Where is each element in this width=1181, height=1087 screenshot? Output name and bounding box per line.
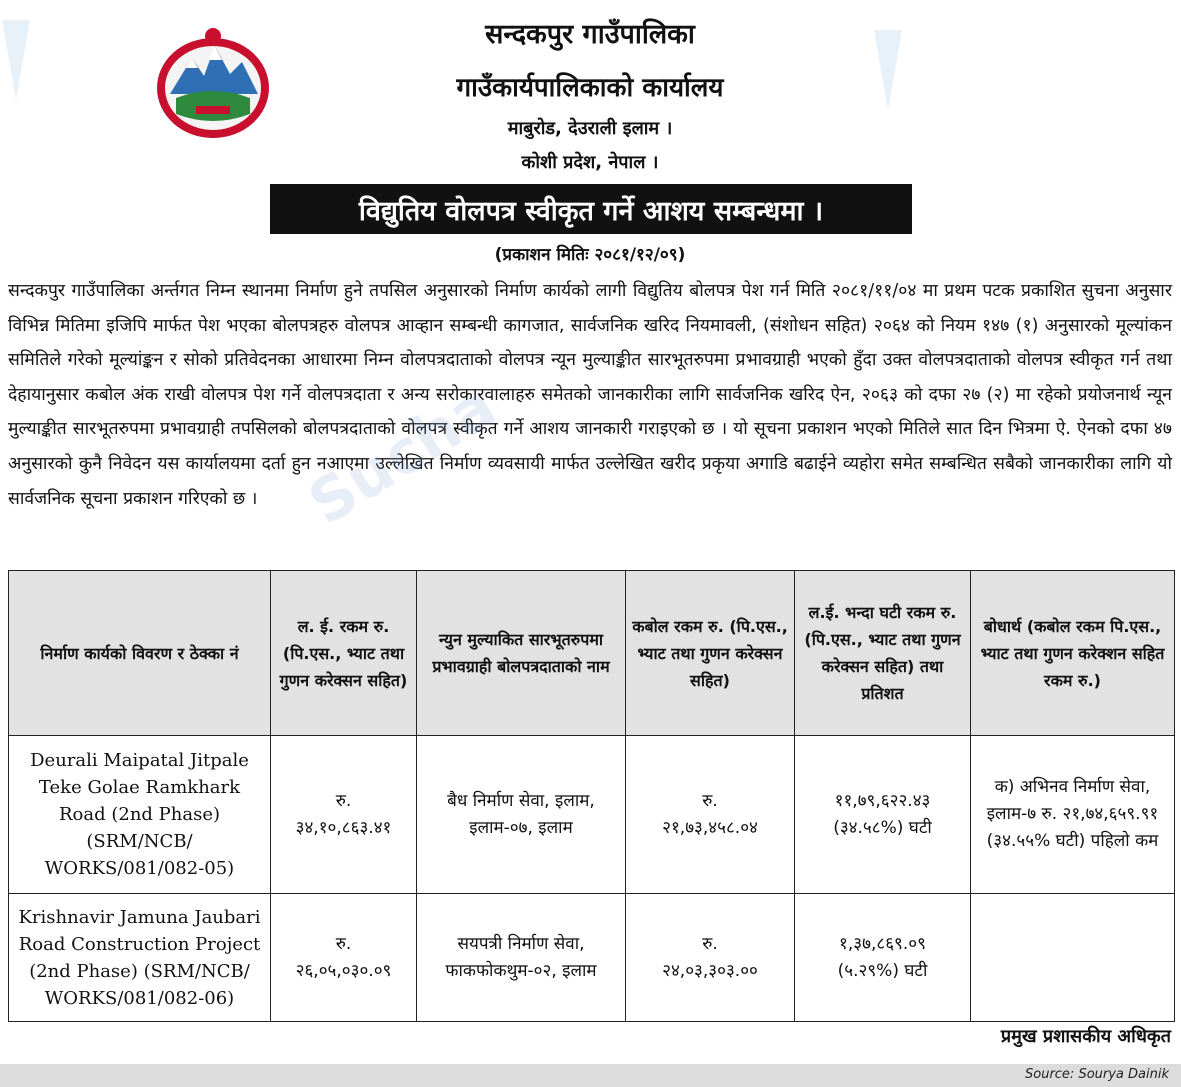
table-row (9, 894, 1175, 1022)
header-bid-amount: कबोल रकम रु. (पि.एस., भ्याट तथा गुणन करेक्सन सहित) (626, 571, 795, 736)
table-header-row (9, 571, 1175, 736)
cell-work: Krishnavir Jamuna Jaubari Road Construction Project (2nd Phase) (SRM/NCB/ WORKS/081/082-06) (9, 894, 271, 1022)
signature-title: प्रमुख प्रशासकीय अधिकृत (1000, 1026, 1171, 1047)
watermark-arrow-icon (2, 20, 30, 100)
cell-less (795, 736, 971, 894)
bid-value: २१,७३,४५८.०४ (662, 817, 758, 838)
address-line-2: कोशी प्रदेश, नेपाल । (521, 152, 659, 173)
office-name: गाउँकार्यपालिकाको कार्यालय (456, 73, 724, 103)
address-line-1: माबुरोड, देउराली इलाम । (507, 118, 673, 139)
table-row (9, 736, 1175, 894)
cell-bidder: सयपत्री निर्माण सेवा, फाकफोकथुम-०२, इलाम (417, 894, 626, 1022)
less-amount: १,३७,८६९.०९ (839, 933, 926, 954)
notice-body: सन्दकपुर गाउँपालिका अर्न्तगत निम्न स्थानमा निर्माण हुने तपसिल अनुसारको निर्माण कार्यको लागी विद्युतिय बोलपत्र पेश गर्न मिति २०८१/११/०४ मा प्रथम पटक प्रकाशित सुचना अनुसार विभिन्न मितिमा इजिपि मार्फत पेश भएका बोलपत्रहरु वोलपत्र आव्हान सम्बन्धी कागजात, सार्वजनिक खरिद नियमावली, (संशोधन सहित) २०६४ को नियम १४७ (१) अनुसारको मूल्यांकन समितिले गरेको मूल्यांङ्कन र सोको प्रतिवेदनका आधारमा निम्न वोलपत्रदाताको वोलपत्र न्यून मुल्याङ्कीत सारभूतरुपमा प्रभावग्राही भएको हुँदा उक्त वोलपत्रदाताको वोलपत्र स्वीकृत गर्न तथा देहायानुसार कबोल अंक राखी वोलपत्र पेश गर्ने वोलपत्रदाता र अन्य सरोकारवालाहरु समेतको जानकारीका लागि सार्वजनिक खरिद ऐन, २०६३ को दफा २७ (२) मा रहेको प्रयोजनार्थ न्यून मुल्याङ्कीत सारभूतरुपमा प्रभावग्राही तपसिलको बोलपत्रदाताको वोलपत्र स्वीकृत गर्ने आशय जानकारी गराइएको छ । यो सूचना प्रकाशन भएको मितिले सात दिन भित्रमा ऐ. ऐनको दफा ४७ अनुसारको कुनै निवेदन यस कार्यालयमा दर्ता हुन नआएमा उल्लेखित निर्माण व्यवसायी मार्फत उल्लेखित खरीद प्रकृया अगाडि बढाईने व्यहोरा समेत सम्बन्धित सबैको जानकारीका लागि यो सार्वजनिक सूचना प्रकाशन गरिएको छ । (8, 281, 1172, 509)
header-bidder: न्युन मुल्याकित सारभूतरुपमा प्रभावग्राही बोलपत्रदाताको नाम (417, 571, 626, 736)
less-amount: ११,७९,६२२.४३ (834, 790, 931, 811)
cell-cc (971, 894, 1175, 1022)
cell-bidder: बैध निर्माण सेवा, इलाम, इलाम-०७, इलाम (417, 736, 626, 894)
cell-estimate (271, 894, 417, 1022)
less-percent: (५.२९%) घटी (837, 960, 928, 981)
cell-work: Deurali Maipatal Jitpale Teke Golae Ramkhark Road (2nd Phase) (SRM/NCB/ WORKS/081/082-05) (9, 736, 271, 894)
less-percent: (३४.५८%) घटी (833, 817, 932, 838)
bid-table (8, 570, 1175, 1022)
watermark-arrow-icon (874, 30, 902, 110)
estimate-prefix: रु. (335, 933, 352, 954)
notice-title: विद्युतिय वोलपत्र स्वीकृत गर्ने आशय सम्बन्धमा । (358, 195, 824, 227)
source-credit: Source: Sourya Dainik (1025, 1067, 1169, 1082)
bid-prefix: रु. (702, 933, 718, 954)
header-estimate: ल. ई. रकम रु. (पि.एस., भ्याट तथा गुणन करेक्सन सहित) (271, 571, 417, 736)
municipality-name: सन्दकपुर गाउँपालिका (485, 19, 695, 50)
header-less-amount: ल.ई. भन्दा घटी रकम रु. (पि.एस., भ्याट तथा गुणन करेक्सन सहित) तथा प्रतिशत (795, 571, 971, 736)
source-bar (0, 1064, 1181, 1087)
nepal-emblem-icon (152, 24, 274, 142)
notice-title-banner (270, 184, 912, 234)
cell-cc: क) अभिनव निर्माण सेवा, इलाम-७ रु. २१,७४,६५९.९१ (३४.५५% घटी) पहिलो कम (971, 736, 1175, 894)
estimate-prefix: रु. (335, 790, 352, 811)
bid-value: २४,०३,३०३.०० (662, 960, 758, 981)
cell-less (795, 894, 971, 1022)
bid-prefix: रु. (702, 790, 718, 811)
cell-estimate (271, 736, 417, 894)
cell-bid (626, 894, 795, 1022)
cell-bid (626, 736, 795, 894)
header-work: निर्माण कार्यको विवरण र ठेक्का नं (9, 571, 271, 736)
estimate-value: ३४,१०,८६३.४१ (295, 817, 392, 838)
publication-date: (प्रकाशन मितिः २०८१/१२/०९) (494, 245, 686, 265)
watermark-text: Sucha (297, 371, 508, 539)
header-cc: बोधार्थ (कबोल रकम पि.एस., भ्याट तथा गुणन करेक्शन सहित रकम रु.) (971, 571, 1175, 736)
estimate-value: २६,०५,०३०.०९ (295, 960, 392, 981)
